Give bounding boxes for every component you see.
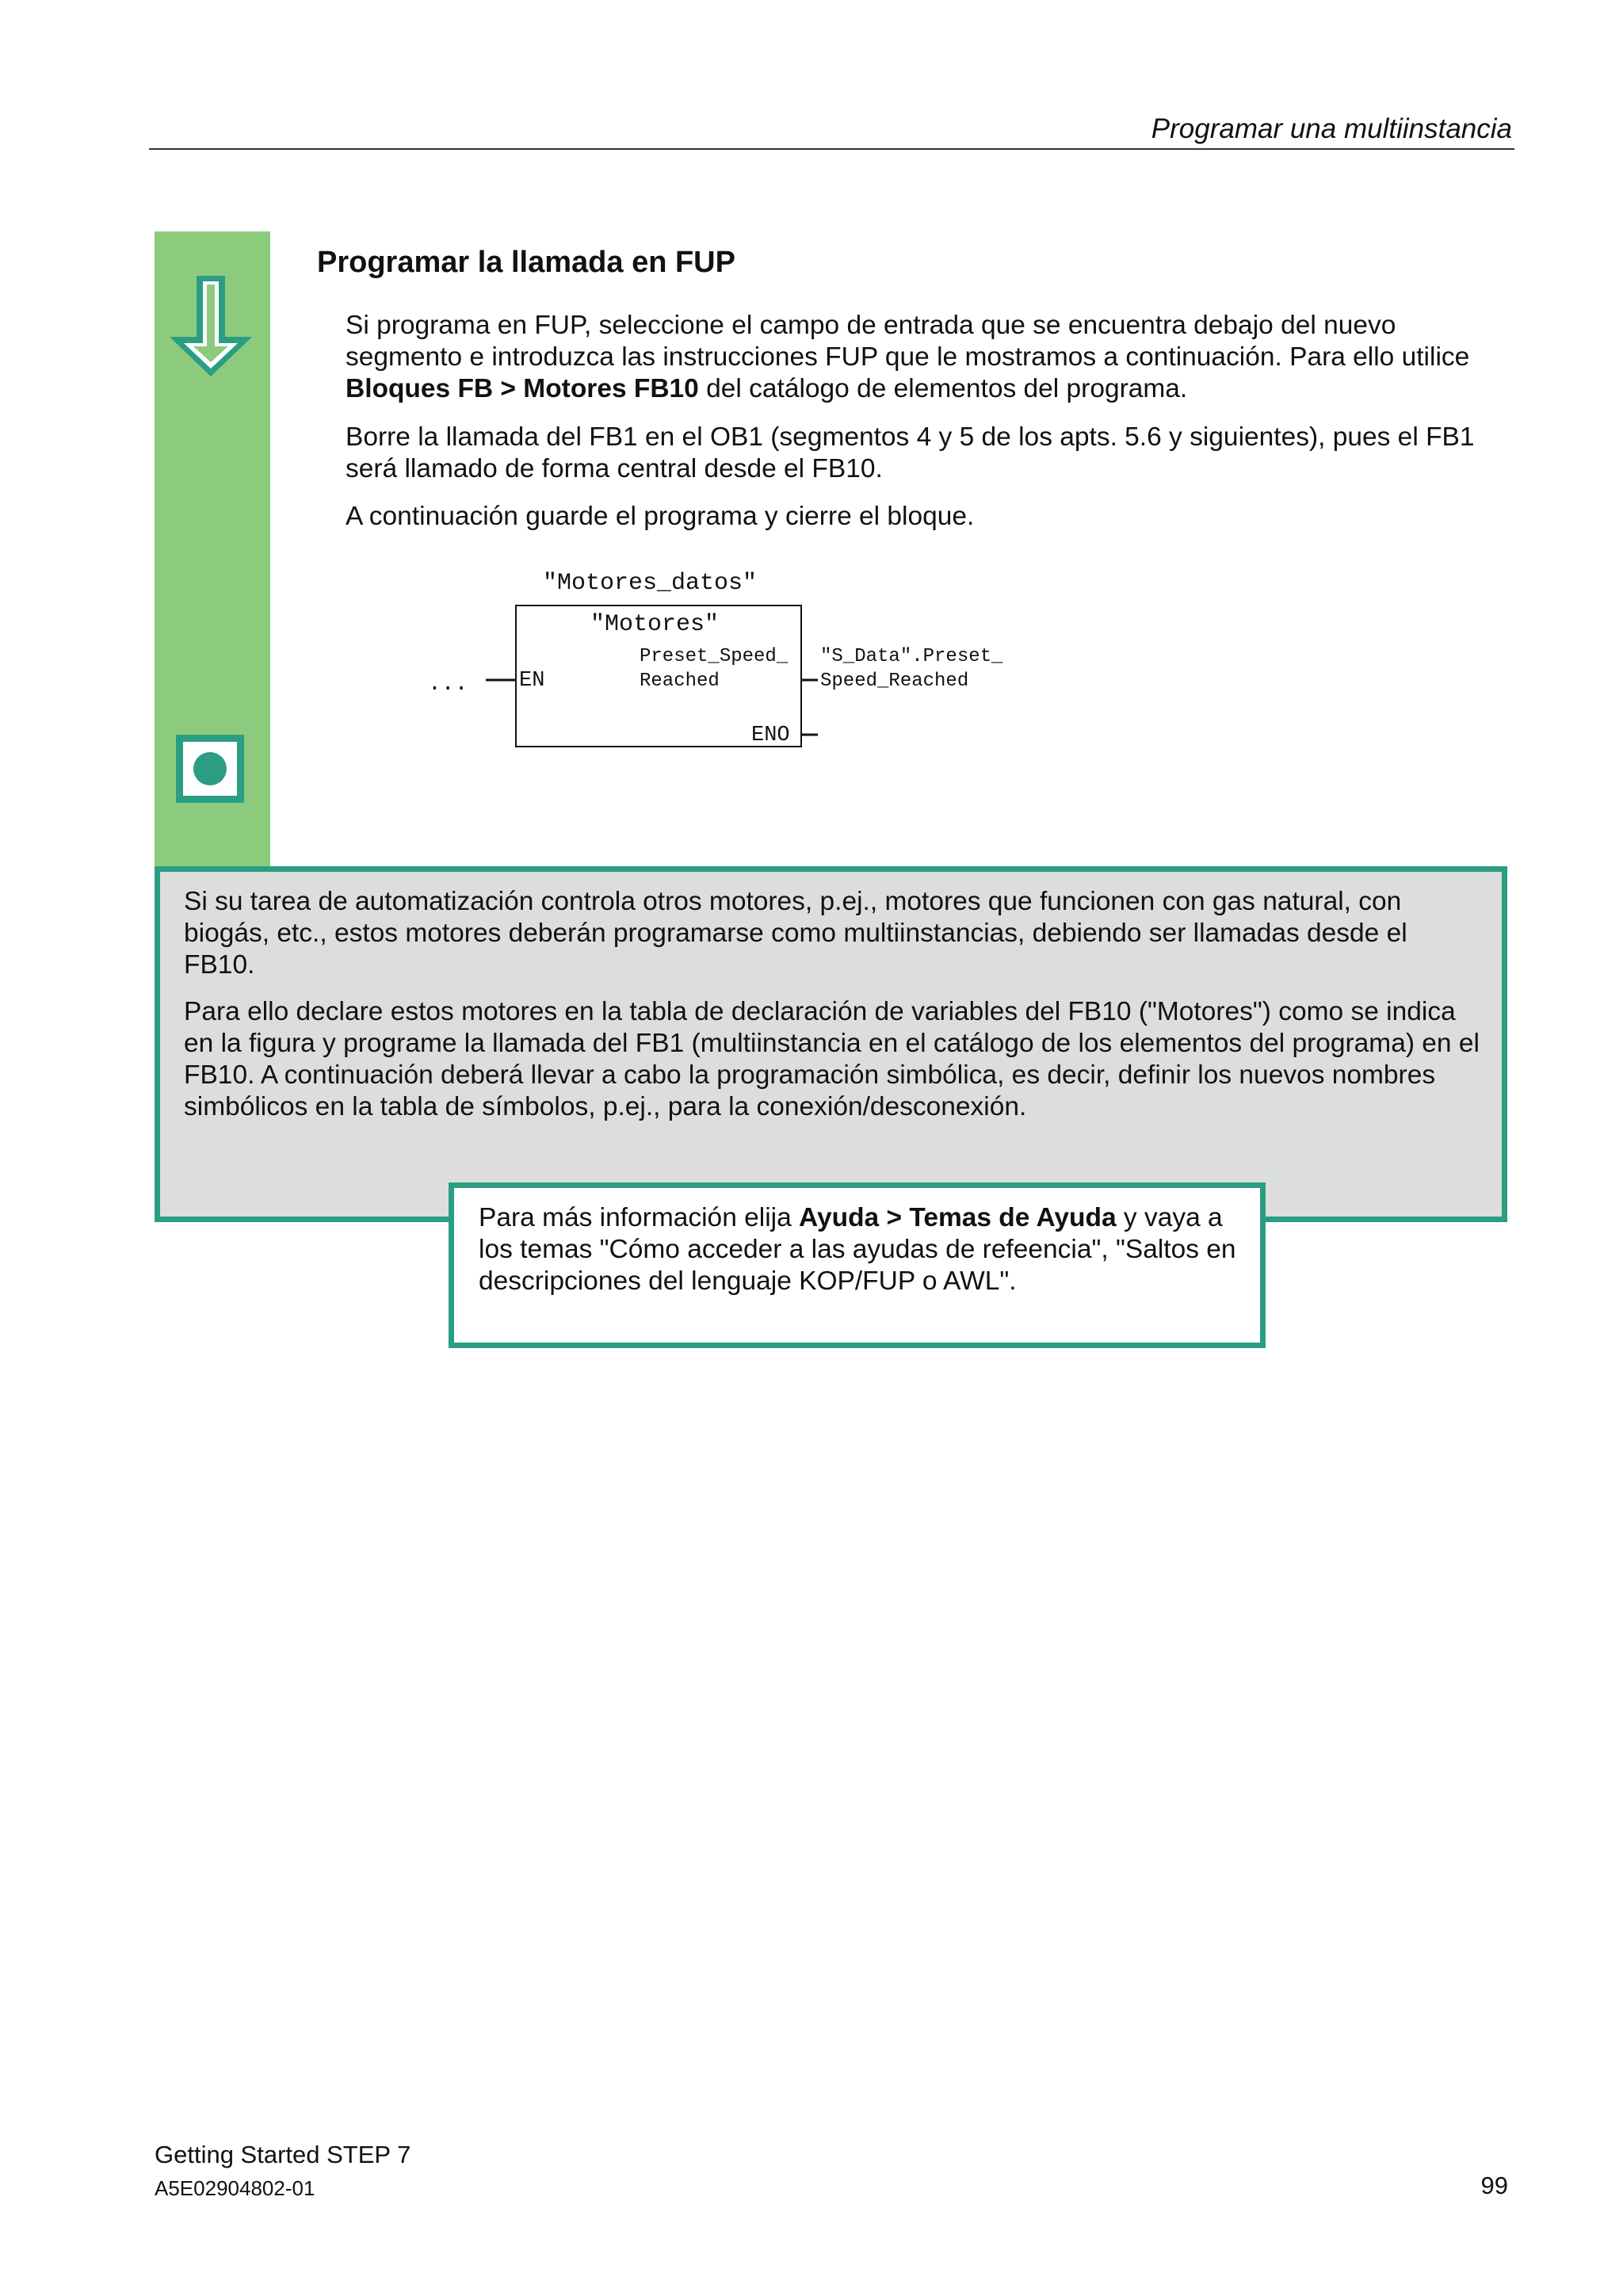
paragraph-save: A continuación guarde el programa y cierre el bloque. [346,502,975,531]
section-heading: Programar la llamada en FUP [317,246,735,279]
note-paragraph-1: Si su tarea de automatización controla otros motores, p.ej., motores que funcionen con gas natural, con biogás, etc., estos motores deberán programarse como multiinstancias, debiendo ser llamadas desde el FB10. [184,887,1407,980]
footer-document-code: A5E02904802-01 [155,2176,315,2200]
header-rule [149,148,1514,150]
page-number: 99 [1480,2172,1508,2199]
help-text [479,1202,1239,1297]
help-box [449,1182,1266,1348]
block-name-label: "Motores" [590,611,720,638]
note-box [155,866,1507,1222]
footer-title: Getting Started STEP 7 [155,2141,411,2168]
fbd-diagram [424,563,1042,769]
input-ellipsis: ... [428,672,468,697]
catalog-path: Bloques FB > Motores FB10 [346,374,699,403]
pin-name-line1: Preset_Speed_ [640,646,789,667]
paragraph-delete-call: Borre la llamada del FB1 en el OB1 (segmentos 4 y 5 de los apts. 5.6 y siguientes), pues el FB1 será llamado de forma central desde el FB10. [346,422,1475,483]
paragraph-intro [346,310,1510,405]
arrow-down-icon [165,273,257,380]
header-title: Programar una multiinstancia [1151,113,1512,144]
pin-name-line2: Reached [640,670,720,692]
help-prefix: Para más información elija [479,1203,800,1232]
en-input-label: EN [519,669,545,693]
note-paragraph-2: Para ello declare estos motores en la tabla de declaración de variables del FB10 ("Motores") como se indica en la figura y programe la llamada del FB1 (multiinstancia en el catálogo de los elementos del programa) en el FB10. A continuación deberá llevar a cabo la programación simbólica, es decir, definir los nuevos nombres simbólicos en la tabla de símbolos, p.ej., para la conexión/desconexión. [184,997,1480,1121]
stop-icon [176,735,244,803]
actual-param-line1: "S_Data".Preset_ [820,646,1003,667]
help-suffix: y vaya a los temas "Cómo acceder a las ayudas de refeencia", "Saltos en descripciones del lenguaje KOP/FUP o AWL". [479,1203,1236,1296]
paragraph-intro-tail: del catálogo de elementos del programa. [698,374,1188,403]
instance-db-label: "Motores_datos" [543,570,758,597]
actual-param-line2: Speed_Reached [820,670,969,692]
paragraph-intro-text: Si programa en FUP, seleccione el campo de entrada que se encuentra debajo del nuevo segmento e introduzca las instrucciones FUP que le mostramos a continuación. Para ello utilice [346,311,1470,372]
help-menu-path: Ayuda > Temas de Ayuda [799,1203,1117,1232]
eno-output-label: ENO [751,724,790,747]
